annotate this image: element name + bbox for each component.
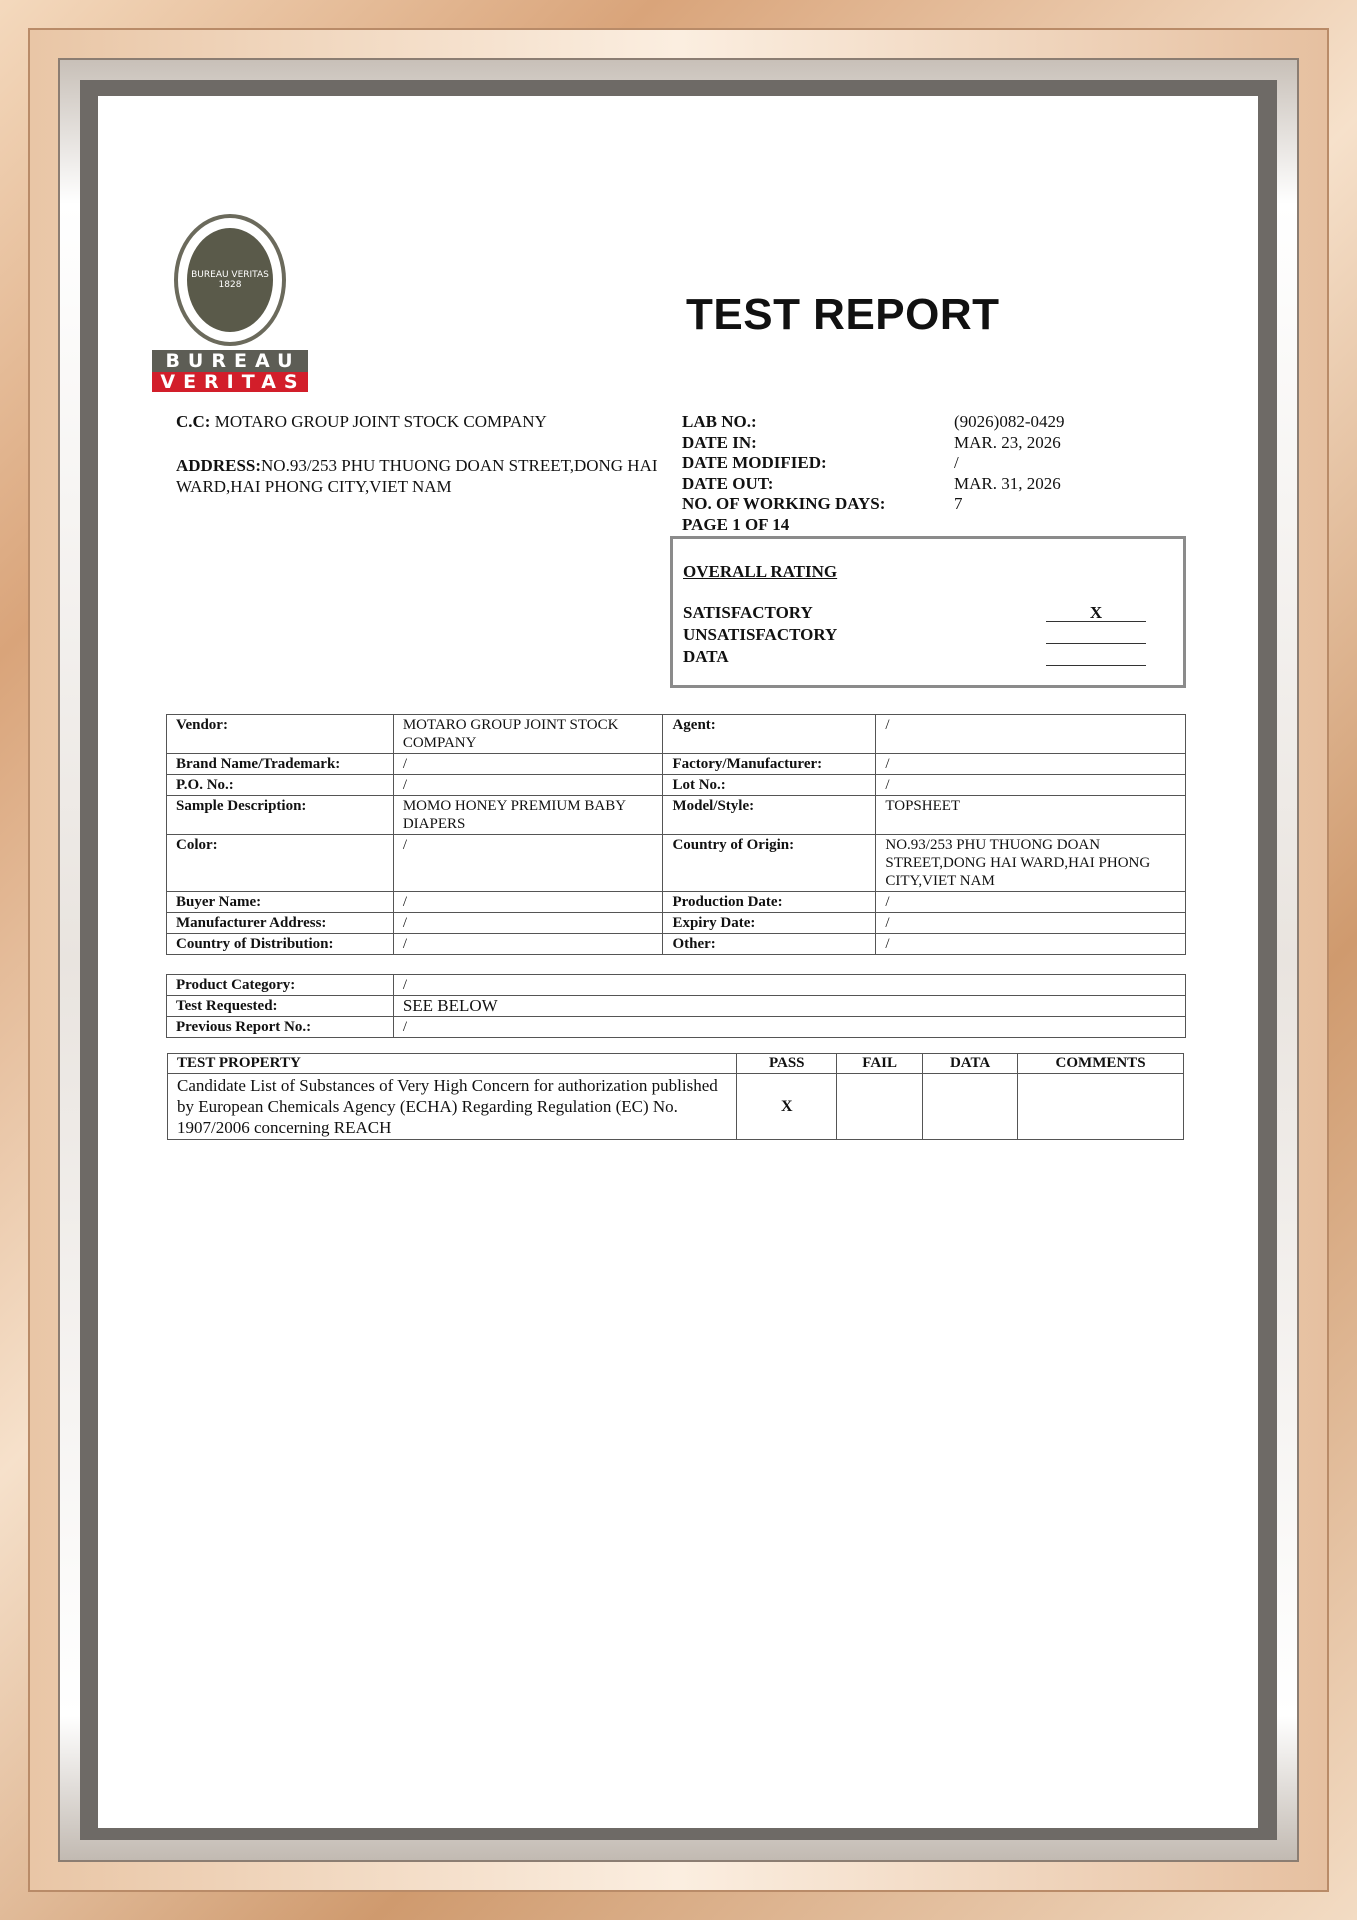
comments-cell xyxy=(1018,1074,1184,1140)
lab-info-row xyxy=(682,515,1064,536)
lab-no-value: (9026)082-0429 xyxy=(954,412,1065,431)
buyer-label: Buyer Name: xyxy=(167,892,394,913)
table-row xyxy=(167,934,1186,955)
pass-cell: X xyxy=(737,1074,837,1140)
previous-label: Previous Report No.: xyxy=(167,1017,394,1038)
satisfactory-label: SATISFACTORY xyxy=(683,603,813,622)
origin-value: NO.93/253 PHU THUONG DOAN STREET,DONG HAI WARD,HAI PHONG CITY,VIET NAM xyxy=(876,835,1186,892)
previous-value: / xyxy=(393,1017,1185,1038)
lab-info-row xyxy=(682,494,1064,515)
overall-rating-box xyxy=(670,536,1186,688)
fail-header: FAIL xyxy=(837,1054,923,1074)
table-row xyxy=(167,775,1186,796)
fail-cell xyxy=(837,1074,923,1140)
bureau-veritas-logo xyxy=(152,214,308,392)
category-label: Product Category: xyxy=(167,975,394,996)
address-value: NO.93/253 PHU THUONG DOAN STREET,DONG HAI WARD,HAI PHONG CITY,VIET NAM xyxy=(176,456,658,496)
sample-details-table xyxy=(166,714,1186,955)
po-value: / xyxy=(393,775,663,796)
logo-bureau-text: BUREAU xyxy=(152,350,308,372)
date-out-value: MAR. 31, 2026 xyxy=(954,473,1061,493)
cc-line xyxy=(176,412,547,432)
date-modified-label: DATE MODIFIED: xyxy=(682,453,827,472)
production-value: / xyxy=(876,892,1186,913)
seal-icon xyxy=(174,214,286,346)
color-value: / xyxy=(393,835,663,892)
cc-label: C.C: xyxy=(176,412,211,431)
date-modified-value: / xyxy=(954,453,959,472)
test-property-header: TEST PROPERTY xyxy=(168,1054,737,1074)
page-label: PAGE 1 OF 14 xyxy=(682,514,790,534)
sample-label: Sample Description: xyxy=(167,796,394,835)
data-label: DATA xyxy=(683,647,729,666)
unsatisfactory-mark-line xyxy=(1046,625,1146,644)
overall-rating-heading: OVERALL RATING xyxy=(683,562,838,581)
lab-info-row xyxy=(682,433,1064,454)
other-label: Other: xyxy=(663,934,876,955)
lot-label: Lot No.: xyxy=(663,775,876,796)
color-label: Color: xyxy=(167,835,394,892)
date-in-value: MAR. 23, 2026 xyxy=(954,432,1061,452)
mfr-address-value: / xyxy=(393,913,663,934)
lab-info-row xyxy=(682,474,1064,495)
lab-info-row xyxy=(682,412,1064,433)
requested-label: Test Requested: xyxy=(167,996,394,1017)
distribution-value: / xyxy=(393,934,663,955)
page-title: TEST REPORT xyxy=(686,290,1000,339)
seal-text: BUREAU VERITAS 1828 xyxy=(187,228,273,332)
vendor-value: MOTARO GROUP JOINT STOCK COMPANY xyxy=(393,715,663,754)
po-label: P.O. No.: xyxy=(167,775,394,796)
working-days-value: 7 xyxy=(954,494,963,513)
model-value: TOPSHEET xyxy=(876,796,1186,835)
lab-info xyxy=(682,412,1064,535)
table-header-row xyxy=(168,1054,1184,1074)
requested-value: SEE BELOW xyxy=(393,996,1185,1017)
comments-header: COMMENTS xyxy=(1018,1054,1184,1074)
factory-label: Factory/Manufacturer: xyxy=(663,754,876,775)
table-row xyxy=(168,1074,1184,1140)
buyer-value: / xyxy=(393,892,663,913)
data-cell xyxy=(923,1074,1018,1140)
distribution-label: Country of Distribution: xyxy=(167,934,394,955)
satisfactory-mark: X xyxy=(1046,603,1146,622)
product-table xyxy=(166,974,1186,1038)
lot-value: / xyxy=(876,775,1186,796)
working-days-label: NO. OF WORKING DAYS: xyxy=(682,494,886,513)
brand-value: / xyxy=(393,754,663,775)
agent-label: Agent: xyxy=(663,715,876,754)
table-row xyxy=(167,892,1186,913)
date-in-label: DATE IN: xyxy=(682,432,757,452)
production-label: Production Date: xyxy=(663,892,876,913)
model-label: Model/Style: xyxy=(663,796,876,835)
table-row xyxy=(167,913,1186,934)
agent-value: / xyxy=(876,715,1186,754)
origin-label: Country of Origin: xyxy=(663,835,876,892)
cc-value: MOTARO GROUP JOINT STOCK COMPANY xyxy=(214,412,547,431)
lab-info-row xyxy=(682,453,1064,474)
vendor-label: Vendor: xyxy=(167,715,394,754)
table-row xyxy=(167,835,1186,892)
table-row xyxy=(167,715,1186,754)
mfr-address-label: Manufacturer Address: xyxy=(167,913,394,934)
pass-header: PASS xyxy=(737,1054,837,1074)
expiry-label: Expiry Date: xyxy=(663,913,876,934)
test-property-table xyxy=(167,1053,1184,1140)
lab-no-label: LAB NO.: xyxy=(682,412,757,431)
table-row xyxy=(167,996,1186,1017)
date-out-label: DATE OUT: xyxy=(682,473,774,493)
data-header: DATA xyxy=(923,1054,1018,1074)
sample-value: MOMO HONEY PREMIUM BABY DIAPERS xyxy=(393,796,663,835)
other-value: / xyxy=(876,934,1186,955)
table-row xyxy=(167,1017,1186,1038)
address-block xyxy=(176,455,666,497)
test-property-cell: Candidate List of Substances of Very High Concern for authorization published by European Chemicals Agency (ECHA) Regarding Regulation (EC) No. 1907/2006 concerning REACH xyxy=(168,1074,737,1140)
brand-label: Brand Name/Trademark: xyxy=(167,754,394,775)
factory-value: / xyxy=(876,754,1186,775)
address-label: ADDRESS: xyxy=(176,456,262,475)
data-mark-line xyxy=(1046,647,1146,666)
table-row xyxy=(167,975,1186,996)
expiry-value: / xyxy=(876,913,1186,934)
category-value: / xyxy=(393,975,1185,996)
table-row xyxy=(167,796,1186,835)
unsatisfactory-label: UNSATISFACTORY xyxy=(683,625,838,644)
logo-veritas-text: VERITAS xyxy=(152,372,308,392)
table-row xyxy=(167,754,1186,775)
